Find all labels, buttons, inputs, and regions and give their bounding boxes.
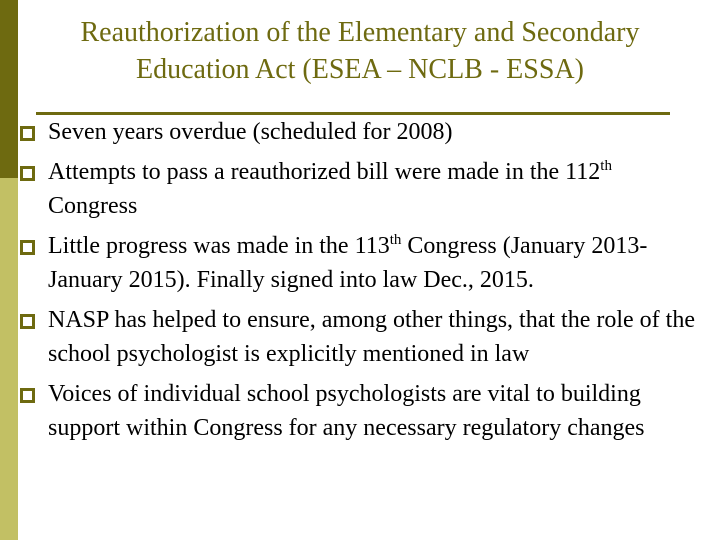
bullet-item bbox=[20, 303, 700, 371]
square-bullet-icon bbox=[20, 166, 35, 181]
square-bullet-icon bbox=[20, 314, 35, 329]
ordinal-suffix: th bbox=[600, 158, 612, 174]
bullet-list bbox=[20, 115, 700, 451]
bullet-item bbox=[20, 115, 700, 149]
title-line-2: Education Act (ESEA – NCLB - ESSA) bbox=[136, 54, 584, 85]
ordinal-suffix: th bbox=[389, 232, 402, 248]
bullet-text: Seven years overdue (scheduled for 2008) bbox=[48, 119, 453, 145]
bullet-text: Voices of individual school psychologists are vital to building support within Congress for any necessary regulatory changes bbox=[48, 381, 645, 441]
decorative-bar-dark bbox=[0, 0, 18, 178]
bullet-text-cont: Congress (January 2013-January 2015). Finally signed into law Dec., 2015. bbox=[48, 233, 648, 293]
slide-title bbox=[30, 14, 690, 88]
square-bullet-icon bbox=[20, 126, 35, 141]
bullet-item bbox=[20, 377, 668, 445]
title-line-1: Reauthorization of the Elementary and Secondary bbox=[80, 17, 640, 48]
bullet-text: NASP has helped to ensure, among other things, that the role of the school psychologist is explicitly mentioned in law bbox=[48, 307, 695, 367]
bullet-item bbox=[20, 229, 700, 297]
bullet-text: Attempts to pass a reauthorized bill were made in the 112 bbox=[48, 159, 601, 185]
square-bullet-icon bbox=[20, 388, 35, 403]
square-bullet-icon bbox=[20, 240, 35, 255]
bullet-text: Little progress was made in the 113 bbox=[48, 233, 390, 259]
bullet-item bbox=[20, 155, 688, 223]
bullet-text-cont: Congress bbox=[48, 193, 138, 219]
decorative-bar-light bbox=[0, 178, 18, 540]
